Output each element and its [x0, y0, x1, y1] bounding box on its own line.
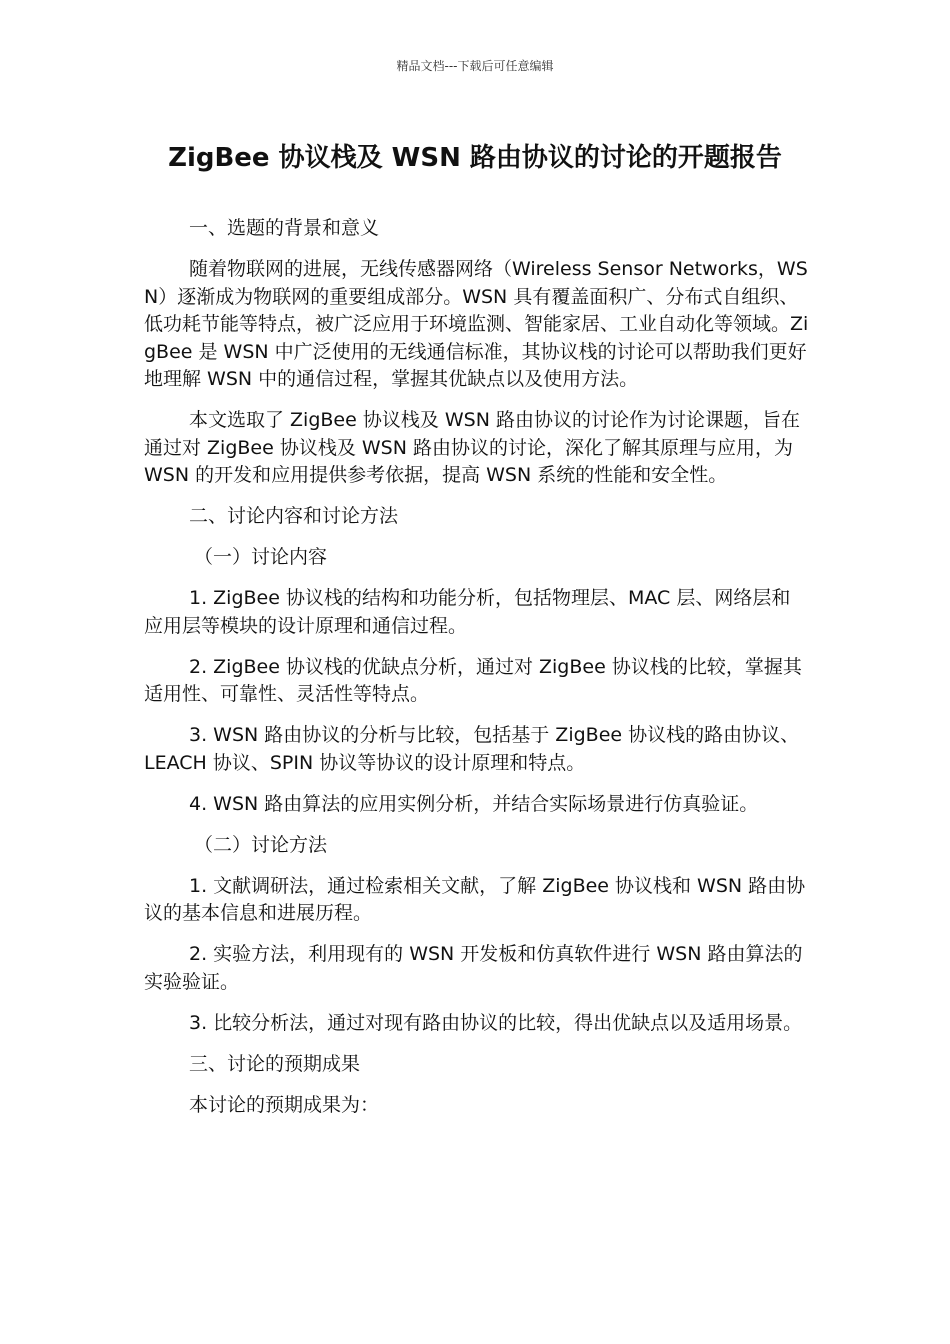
list-item-content-1: 1. ZigBee 协议栈的结构和功能分析，包括物理层、MAC 层、网络层和应用层等模块的设计原理和通信过程。	[144, 587, 791, 637]
subsection-heading-content: （一）讨论内容	[194, 546, 328, 568]
paragraph-background: 随着物联网的进展，无线传感器网络（Wireless Sensor Networks，WSN）逐渐成为物联网的重要组成部分。WSN 具有覆盖面积广、分布式自组织、低功耗节能等特点，被广泛应用于环境监测、智能家居、工业自动化等领域。ZigBee 是 WSN 中广泛使用的无线通信标准，其协议栈的讨论可以帮助我们更好地理解 WSN 中的通信过程，掌握其优缺点以及使用方法。	[144, 258, 809, 390]
document-title: ZigBee 协议栈及 WSN 路由协议的讨论的开题报告	[168, 143, 782, 173]
list-item-content-3: 3. WSN 路由协议的分析与比较，包括基于 ZigBee 协议栈的路由协议、LEACH 协议、SPIN 协议等协议的设计原理和特点。	[144, 724, 800, 774]
section-heading-expected-results: 三、讨论的预期成果	[189, 1052, 361, 1075]
page-header-note: 精品文档---下载后可任意编辑	[396, 59, 554, 73]
section-heading-content-methods: 二、讨论内容和讨论方法	[189, 505, 399, 527]
paragraph-expected-results: 本讨论的预期成果为：	[189, 1093, 380, 1116]
list-item-content-4: 4. WSN 路由算法的应用实例分析，并结合实际场景进行仿真验证。	[189, 792, 759, 815]
paragraph-topic-selection: 本文选取了 ZigBee 协议栈及 WSN 路由协议的讨论作为讨论课题，旨在通过对 ZigBee 协议栈及 WSN 路由协议的讨论，深化了解其原理与应用，为 WSN 的开发和应用提供参考依据，提高 WSN 系统的性能和安全性。	[144, 409, 800, 486]
list-item-content-2: 2. ZigBee 协议栈的优缺点分析，通过对 ZigBee 协议栈的比较，掌握其适用性、可靠性、灵活性等特点。	[144, 655, 802, 705]
list-item-method-2: 2. 实验方法，利用现有的 WSN 开发板和仿真软件进行 WSN 路由算法的实验验证。	[144, 943, 803, 993]
subsection-heading-methods: （二）讨论方法	[194, 833, 328, 856]
section-heading-background: 一、选题的背景和意义	[189, 217, 380, 239]
list-item-method-1: 1. 文献调研法，通过检索相关文献，了解 ZigBee 协议栈和 WSN 路由协议的基本信息和进展历程。	[144, 874, 806, 924]
list-item-method-3: 3. 比较分析法，通过对现有路由协议的比较，得出优缺点以及适用场景。	[189, 1011, 803, 1034]
document-body	[144, 215, 809, 1133]
